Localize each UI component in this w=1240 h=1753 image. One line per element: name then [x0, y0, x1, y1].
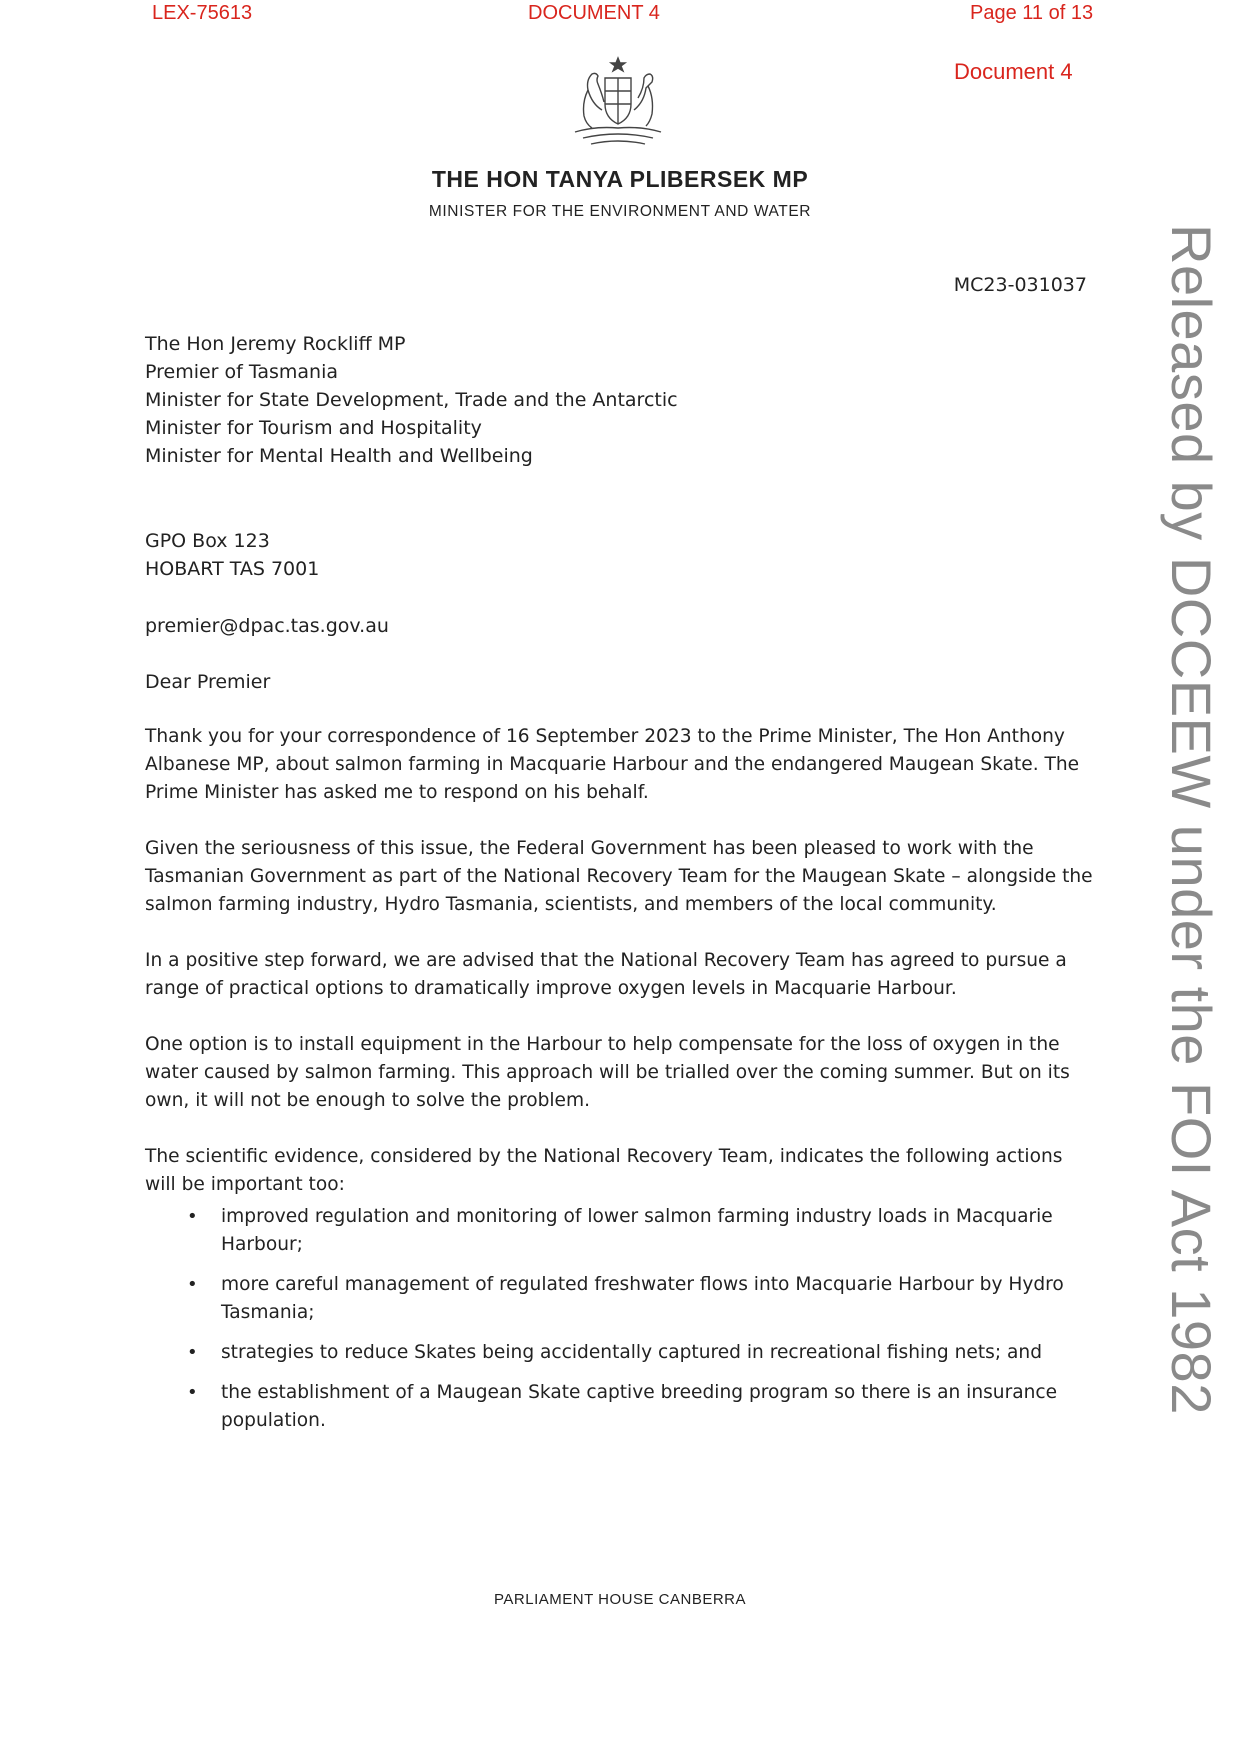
addressee-line: Minister for Tourism and Hospitality	[145, 417, 482, 439]
addressee-line: The Hon Jeremy Rockliff MP	[145, 333, 406, 355]
addressee-block	[145, 330, 1095, 470]
list-item-text: more careful management of regulated freshwater flows into Macquarie Harbour by Hydro Tasmania;	[221, 1274, 1064, 1323]
list-item	[145, 1339, 1095, 1367]
coat-of-arms-icon	[555, 54, 681, 154]
actions-list	[145, 1203, 1095, 1447]
correspondence-reference: MC23-031037	[953, 274, 1087, 296]
list-item-text: strategies to reduce Skates being accidentally captured in recreational fishing nets; and	[221, 1342, 1043, 1363]
bullet-icon: •	[187, 1206, 198, 1227]
salutation: Dear Premier	[145, 671, 271, 693]
document-number-stamp: DOCUMENT 4	[528, 2, 660, 24]
foi-reference-stamp: LEX-75613	[152, 2, 253, 24]
list-item	[145, 1271, 1095, 1327]
body-paragraph: The scientific evidence, considered by the National Recovery Team, indicates the following actions will be important too:	[145, 1146, 1063, 1195]
list-item	[145, 1203, 1095, 1259]
addressee-line: Minister for Mental Health and Wellbeing	[145, 445, 533, 467]
addressee-line: Minister for State Development, Trade and the Antarctic	[145, 389, 678, 411]
bullet-icon: •	[187, 1342, 198, 1363]
list-item	[145, 1379, 1095, 1435]
body-paragraph: Thank you for your correspondence of 16 September 2023 to the Prime Minister, The Hon Anthony Albanese MP, about salmon farming in Macquarie Harbour and the endangered Maugean Skate. The Prime Minister has asked me to respond on his behalf.	[145, 726, 1080, 803]
body-paragraph: In a positive step forward, we are advised that the National Recovery Team has agreed to pursue a range of practical options to dramatically improve oxygen levels in Macquarie Harbour.	[145, 950, 1067, 999]
footer-address: PARLIAMENT HOUSE CANBERRA	[494, 1591, 746, 1608]
body-paragraph: Given the seriousness of this issue, the Federal Government has been pleased to work with the Tasmanian Government as part of the National Recovery Team for the Maugean Skate – alongside the salmon farming industry, Hydro Tasmania, scientists, and members of the local community.	[145, 838, 1093, 915]
addressee-line: Premier of Tasmania	[145, 361, 339, 383]
postal-line: GPO Box 123	[145, 530, 270, 552]
bullet-icon: •	[187, 1382, 198, 1403]
page-number-stamp: Page 11 of 13	[970, 2, 1094, 24]
body-paragraph: One option is to install equipment in the Harbour to help compensate for the loss of oxygen in the water caused by salmon farming. This approach will be trialled over the coming summer. But on its own, it will not be enough to solve the problem.	[145, 1034, 1070, 1111]
email-address: premier@dpac.tas.gov.au	[145, 615, 389, 637]
list-item-text: the establishment of a Maugean Skate captive breeding program so there is an insurance population.	[221, 1382, 1058, 1431]
postal-address	[145, 527, 1095, 583]
list-item-text: improved regulation and monitoring of lower salmon farming industry loads in Macquarie Harbour;	[221, 1206, 1053, 1255]
minister-title: MINISTER FOR THE ENVIRONMENT AND WATER	[428, 203, 812, 220]
document-label-stamp: Document 4	[954, 59, 1073, 84]
postal-line: HOBART TAS 7001	[145, 558, 320, 580]
minister-name: THE HON TANYA PLIBERSEK MP	[431, 166, 809, 192]
foi-release-watermark: Released by DCCEEW under the FOI Act 1982	[1160, 224, 1223, 1415]
bullet-icon: •	[187, 1274, 198, 1295]
